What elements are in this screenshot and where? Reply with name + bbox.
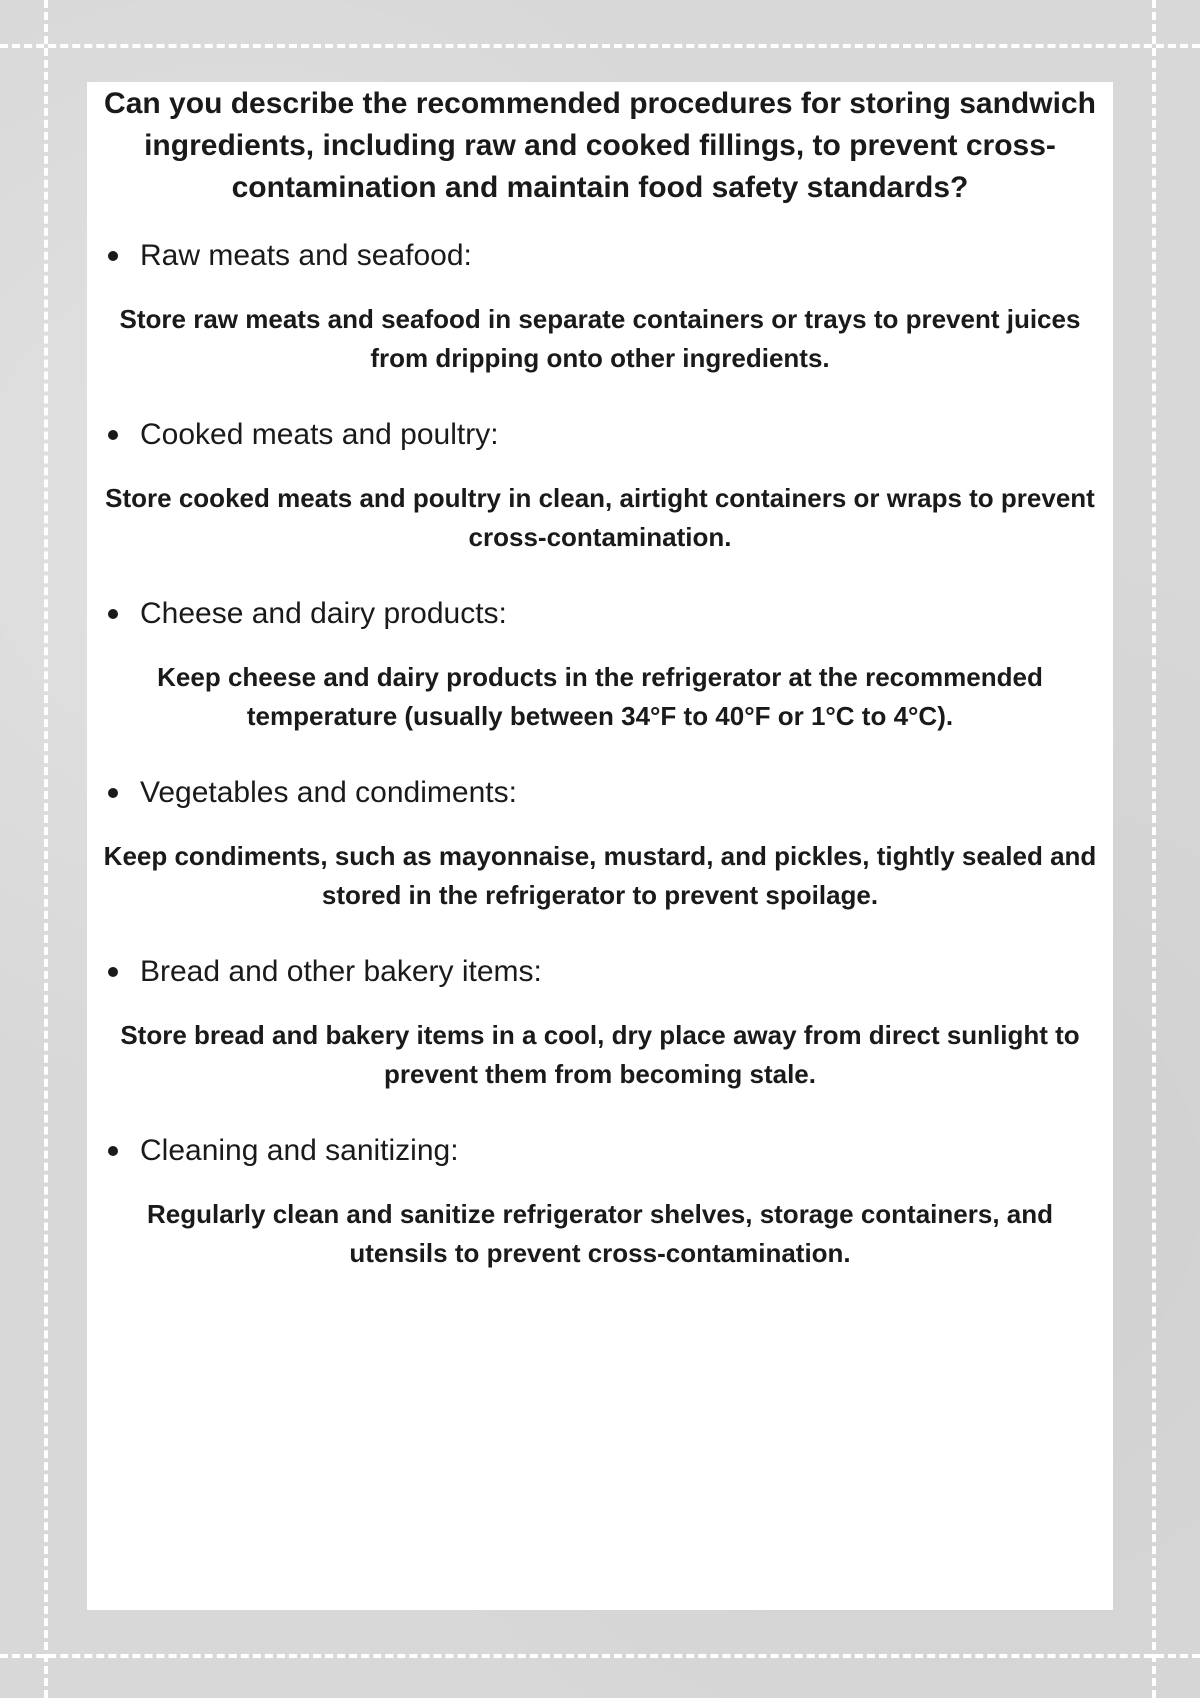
section-heading-text: Vegetables and condiments: <box>140 776 517 809</box>
section-heading <box>108 1131 1113 1171</box>
bullet-icon <box>108 609 118 619</box>
section-description: Regularly clean and sanitize refrigerator shelves, storage containers, and utensils to prevent cross-contamination. <box>147 1199 1053 1268</box>
question-heading: Can you describe the recommended procedures for storing sandwich ingredients, including raw and cooked fillings, to prevent cross-contamination and maintain food safety standards? <box>104 87 1096 204</box>
section-heading-text: Cooked meats and poultry: <box>140 418 499 451</box>
section-cleaning-sanitizing <box>87 1131 1113 1273</box>
section-cheese-dairy <box>87 594 1113 736</box>
content-card <box>87 82 1113 1610</box>
bullet-icon <box>108 251 118 261</box>
section-heading-text: Cheese and dairy products: <box>140 597 507 630</box>
section-heading-text: Cleaning and sanitizing: <box>140 1134 459 1167</box>
section-heading-text: Raw meats and seafood: <box>140 239 472 272</box>
section-vegetables-condiments <box>87 773 1113 915</box>
stitch-border-top <box>0 44 1200 48</box>
section-description: Store bread and bakery items in a cool, dry place away from direct sunlight to prevent them from becoming stale. <box>120 1020 1080 1089</box>
section-description: Keep condiments, such as mayonnaise, mustard, and pickles, tightly sealed and stored in the refrigerator to prevent spoilage. <box>103 841 1097 910</box>
stitch-border-left <box>44 0 48 1698</box>
bullet-icon <box>108 788 118 798</box>
section-bread-bakery <box>87 952 1113 1094</box>
bullet-icon <box>108 430 118 440</box>
section-description: Store cooked meats and poultry in clean, airtight containers or wraps to prevent cross-contamination. <box>105 483 1095 552</box>
section-raw-meats <box>87 236 1113 378</box>
section-description: Keep cheese and dairy products in the refrigerator at the recommended temperature (usually between 34°F to 40°F or 1°C to 4°C). <box>157 662 1043 731</box>
section-heading <box>108 415 1113 455</box>
stitch-border-bottom <box>0 1654 1200 1658</box>
section-heading <box>108 773 1113 813</box>
section-heading <box>108 952 1113 992</box>
section-heading <box>108 594 1113 634</box>
section-heading <box>108 236 1113 276</box>
bullet-icon <box>108 967 118 977</box>
stitch-border-right <box>1152 0 1156 1698</box>
bullet-icon <box>108 1146 118 1156</box>
section-cooked-meats <box>87 415 1113 557</box>
section-description: Store raw meats and seafood in separate containers or trays to prevent juices from dripping onto other ingredients. <box>119 304 1081 373</box>
section-heading-text: Bread and other bakery items: <box>140 955 542 988</box>
